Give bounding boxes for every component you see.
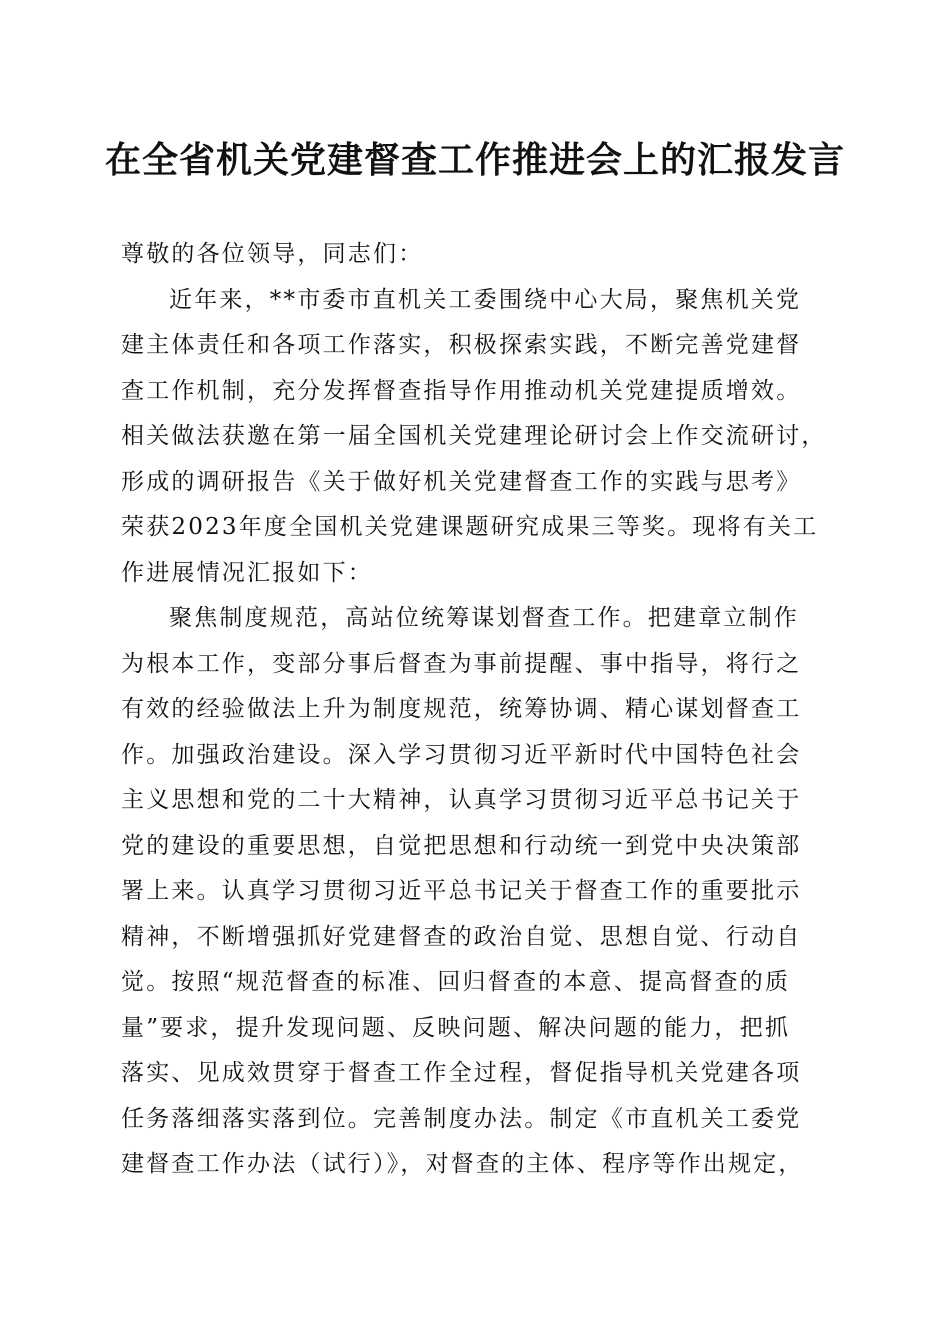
paragraph-line: 近年来，**市委市直机关工委围绕中心大局，聚焦机关党 (169, 286, 802, 313)
document-body (121, 232, 836, 1188)
paragraph-line: 觉。按照“规范督查的标准、回归督查的本意、提高督查的质 (121, 969, 791, 995)
paragraph-line: 相关做法获邀在第一届全国机关党建理论研讨会上作交流研讨， (121, 423, 827, 449)
paragraph-line: 查工作机制，充分发挥督查指导作用推动机关党建提质增效。 (121, 377, 802, 404)
paragraph-line: 建督查工作办法（试行）》，对督查的主体、程序等作出规定， (121, 1151, 804, 1177)
paragraph-line: 精神，不断增强抓好党建督查的政治自觉、思想自觉、行动自 (121, 923, 802, 950)
document-title: 在全省机关党建督查工作推进会上的汇报发言 (104, 139, 845, 181)
paragraph-line: 落实、见成效贯穿于督查工作全过程，督促指导机关党建各项 (121, 1060, 802, 1086)
paragraph-line: 聚焦制度规范，高站位统筹谋划督查工作。把建章立制作 (169, 605, 799, 631)
paragraph-line: 有效的经验做法上升为制度规范，统筹协调、精心谋划督查工 (121, 696, 802, 722)
salutation: 尊敬的各位领导，同志们： (121, 241, 424, 267)
paragraph-line: 党的建设的重要思想，自觉把思想和行动统一到党中央决策部 (121, 832, 802, 859)
paragraph-line: 为根本工作，变部分事后督查为事前提醒、事中指导，将行之 (121, 650, 802, 677)
paragraph-line: 主义思想和党的二十大精神，认真学习贯彻习近平总书记关于 (121, 787, 802, 813)
paragraph-line: 荣获2023年度全国机关党建课题研究成果三等奖。现将有关工 (121, 514, 819, 540)
paragraph-line: 署上来。认真学习贯彻习近平总书记关于督查工作的重要批示 (121, 878, 802, 904)
paragraph-line: 建主体责任和各项工作落实，积极探索实践，不断完善党建督 (121, 332, 802, 358)
paragraph-line: 任务落细落实落到位。完善制度办法。制定《市直机关工委党 (121, 1105, 802, 1132)
paragraph-line: 形成的调研报告《关于做好机关党建督查工作的实践与思考》 (121, 468, 802, 495)
paragraph-line: 量”要求，提升发现问题、反映问题、解决问题的能力，把抓 (121, 1014, 791, 1041)
paragraph-line: 作进展情况汇报如下： (121, 559, 373, 586)
paragraph-line: 作。加强政治建设。深入学习贯彻习近平新时代中国特色社会 (121, 741, 802, 768)
